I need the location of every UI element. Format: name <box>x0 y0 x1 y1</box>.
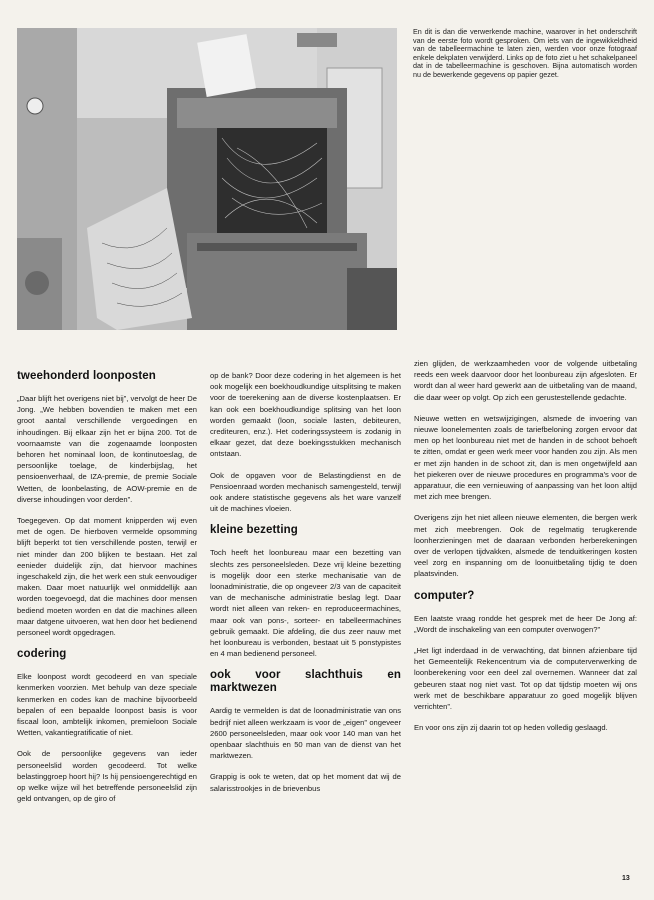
paragraph: Grappig is ook te weten, dat op het moment dat wij de salarisstrookjes in de brievenbus <box>210 772 401 793</box>
paragraph: „Daar blijft het overigens niet bij”, vervolgt de heer De Jong. „We hebben bovendien te maken met een groot aantal verschillende vergoedingen en inhoudingen. Bij elkaar zijn het er bijna 200. Tot de voornaamste van die zogenaamde loonposten behoren het nominaal loon, de kontinutoeslag, de persoonlijke toelage, de kinderbijslag, het pensioenverhaal, de IZA-premie, de premie Sociale Wetten, de loonbelasting, de AOW-premie en de diverse inhoudingen voor derden”. <box>17 394 197 504</box>
column-1 <box>17 370 197 815</box>
paragraph: zien glijden, de werkzaamheden voor de volgende uitbetaling reeds een week daarvoor door het loonbureau zijn afgesloten. Er wordt dan al weer hard gewerkt aan de uitbetaling van de maand, die daar weer op volgt. Op zich een gerustestellende gedachte. <box>414 359 637 402</box>
paragraph: Aardig te vermelden is dat de loonadministratie van ons bedrijf niet alleen werkzaam is voor de „eigen” ongeveer 2600 personeelsleden, maar ook voor 140 man van het openbaar slachthuis en 50 man van de dienst van het marktwezen. <box>210 706 401 761</box>
paragraph: Overigens zijn het niet alleen nieuwe elementen, die bergen werk met zich meebrengen. Ook de regelmatig terugkerende loonherzieningen met de daaraan verbonden herberekeningen over de verlopen tijdvakken, alsmede de tenduitkeringen kosten veel zorg en inspanning om de loonuitbetaling tijdig te doen plaatsvinden. <box>414 513 637 579</box>
photo-caption: En dit is dan die verwerkende machine, waarover in het onderschrift van de eerste foto wordt gesproken. Om iets van de ingewikkeldheid van de tabelleermachine te laten zien, werden voor onze fotograaf enkele dekplaten verwijderd. Links op de foto ziet u het schakelpaneel dat in de tabelleermachine is geschoven. Bijna automatisch worden nu de bewerkende gegevens op papier gezet. <box>413 27 637 79</box>
heading-codering: codering <box>17 648 67 661</box>
paragraph: „Het ligt inderdaad in de verwachting, dat binnen afzienbare tijd het Gemeentelijk Rekencentrum via de computerverwerking de loonberekening voor een deel zal overnemen. Wanneer dat zal gebeuren staat nog niet vast. Tot op dat tijdstip moeten wij ons werk met de beschikbare apparatuur zo goed mogelijk blijven verrichten”. <box>414 646 637 712</box>
tabulating-machine-photo <box>17 28 397 330</box>
paragraph: Ook de opgaven voor de Belastingdienst en de Pensioenraad worden mechanisch samengesteld, terwijl ook andere statistische gegevens als het ware vanzelf uit de machines vloeien. <box>210 470 401 514</box>
column-3 <box>414 358 637 743</box>
paragraph: Toegegeven. Op dat moment knipperden wij even met de ogen. De hierboven vermelde opsomming blijft beperkt tot tien verschillende posten, terwijl er niet minder dan 200 blijken te bestaan. Het zal eenieder duidelijk zijn, dat hiervoor machines ingeschakeld zijn, die het werk een stuk eenvoudiger maken. Daar moet natuurlijk wel onmiddellijk aan worden toegevoegd, dat die machines door mensen bediend moeten worden en dat die machines alleen maar datgene uitvoeren, wat hen door het bedienend personeel wordt opgedragen. <box>17 516 197 638</box>
heading-computer: computer? <box>414 589 475 602</box>
paragraph: op de bank? Door deze codering in het algemeen is het ook mogelijk een boekhoudkundige uitsplitsing te maken voor de toerekening aan de diverse kostenplaatsen. Er kan ook een boekhoudkundige splitsing van het loon worden gemaakt (loon, sociale lasten, debiteuren, crediteuren, enz.). Het coderingssysteem is zodanig in elkaar gezet, dat deze boekingsstukken mechanisch ontstaan. <box>210 371 401 459</box>
page-number: 13 <box>622 875 630 882</box>
paragraph: Nieuwe wetten en wetswijzigingen, alsmede de invoering van nieuwe loonelementen zoals de tariefbeloning zorgen ervoor dat men op het loonbureau niet met de handen in de schoot behoeft te zitten, omdat er geen werk meer voor handen zou zijn. Als men er met zijn handen in de schoot zit, dan is men ongetwijfeld aan het piekeren over de nieuwe procedures en programma's voor de apparatuur, die een vernieuwing of aanpassing van het loon altijd met zich mee brengen. <box>414 413 637 502</box>
paragraph: Ook de persoonlijke gegevens van ieder personeelslid worden gecodeerd. Tot welke belastinggroep hoort hij? Is hij pensioengerechtigd en op welke wijze wil het betreffende personeelslid zijn geld ontvangen, op de giro of <box>17 749 197 804</box>
paragraph: Elke loonpost wordt gecodeerd en van speciale kenmerken voorzien. Met behulp van deze speciale kenmerken en codes kan de machine bijvoorbeeld bepalen of een bepaalde loonpost basis is voor fiscaal loon, ambtelijk inkomen, premieloon Sociale Wetten, vakantiegratificatie of niet. <box>17 672 197 738</box>
heading-tweehonderd-loonposten: tweehonderd loonposten <box>17 370 156 382</box>
paragraph: Toch heeft het loonbureau maar een bezetting van slechts zes personeelsleden. Deze vrij kleine bezetting is mogelijk door een sterke mechanisatie van de loonadministratie, die op ongeveer 2/3 van de capaciteit van de mechanische administratie beslag legt. Daar wordt niet alleen van reken- en reproduceermachines, maar ook van pons-, sorteer- en tabelleermachines gebruik gemaakt. Die afdeling, die dus zeer nauw met het loonbureau is verbonden, bestaat uit 5 ponstypistes en 4 man bedienend personeel. <box>210 548 401 659</box>
heading-slachthuis-marktwezen: ook voor slachthuis en marktwezen <box>210 669 401 695</box>
paragraph: En voor ons zijn zij daarin tot op heden volledig geslaagd. <box>414 723 608 733</box>
column-2 <box>210 370 401 804</box>
paragraph: Een laatste vraag rondde het gesprek met de heer De Jong af: „Wordt de inschakeling van een computer overwogen?” <box>414 613 637 634</box>
heading-kleine-bezetting: kleine bezetting <box>210 524 298 537</box>
